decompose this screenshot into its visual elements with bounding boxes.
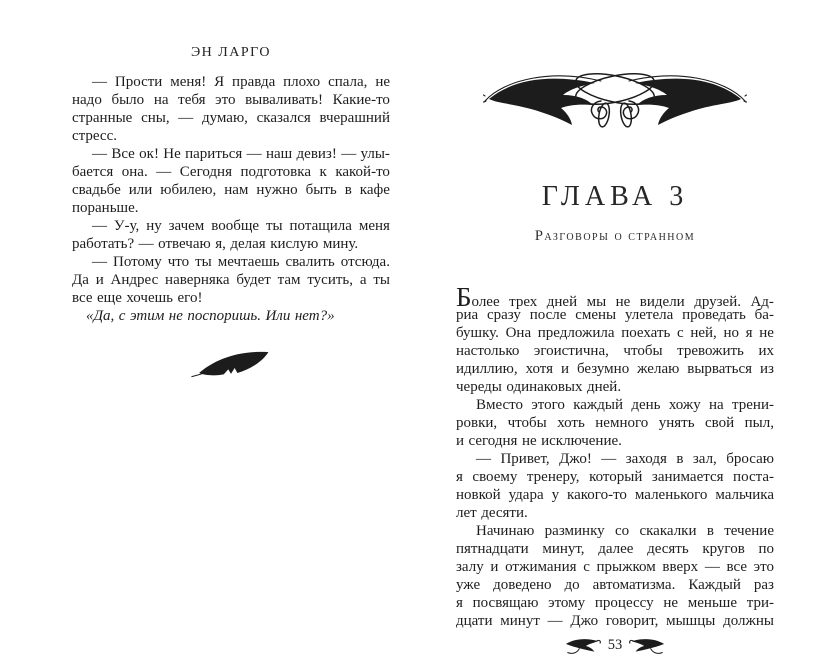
word: надо [72,92,102,108]
word: поехать [621,324,671,341]
word: разминку [544,522,605,539]
word: вчерашний [319,110,390,126]
text-line [456,522,774,540]
word: — [246,146,262,162]
word: какого-то [567,486,627,503]
word: вверх [662,558,699,575]
word: «Да, [86,308,115,324]
word: трени- [732,396,774,413]
text-line [456,324,774,342]
word: я [456,468,463,485]
word: своему [472,468,518,485]
word: посвящаю [472,594,539,611]
word: Ад- [750,293,774,310]
word: Вместо [476,396,524,413]
word: было [111,92,145,108]
word: трех [509,293,538,310]
word: или [128,182,153,198]
word: бушку. [456,324,499,341]
word: — [341,146,357,162]
feather-icon [190,347,272,379]
text-line [456,281,774,312]
word: занимается [651,468,724,485]
word: сказался [256,110,311,126]
paragraph [72,217,390,253]
word: заходя [625,450,667,467]
chapter-subtitle: Разговоры о странном [534,228,696,244]
word: мышцы [666,612,716,629]
word: мину. [322,236,359,252]
word: десять [647,540,689,557]
page-number-row [456,636,774,654]
word: на [709,396,724,413]
text-line [456,378,774,396]
word: идиллию, [456,360,518,377]
word: меня! [170,74,207,90]
word: нужно [256,182,298,198]
word: Да [72,272,89,288]
word: пятнадцати [456,540,529,557]
word: доведено [493,576,552,593]
word: десяти. [481,504,528,521]
text-line [72,163,390,181]
word: желаю [637,360,680,377]
word: одинаковых [506,378,583,395]
word: правда [232,74,276,90]
word: что [167,254,190,270]
word: сегодня [468,432,518,449]
word: тревожить [677,342,744,359]
word: вообще [211,218,260,234]
word: работать? [72,236,135,252]
word: Джо! [559,450,592,467]
word: она. [121,164,148,180]
word: ровки, [456,414,498,431]
word: думаю, [201,110,248,126]
word: все [72,290,93,306]
word: чтобы [623,342,663,359]
word: в [676,450,684,467]
word: отсюда. [340,254,390,270]
word: каждый [573,396,624,413]
word: будет [236,272,271,288]
word: У-у, [113,218,140,234]
word: этому [548,594,586,611]
word: течение [724,522,774,539]
word: кафе [359,182,390,198]
word: париться [185,146,243,162]
word: ней, [690,324,717,341]
word: хожу [668,396,701,413]
word: проведать [682,306,746,323]
text-line [456,342,774,360]
word: — [476,450,491,467]
text-line [72,91,390,109]
word: нет?» [294,308,335,324]
word: потащила [289,218,352,234]
word: не [375,74,390,90]
word: улетела [624,306,674,323]
word: Все [111,146,135,162]
word: автоматизма. [592,576,676,593]
text-line [72,253,390,271]
pagenum-flourish-left-icon [564,636,602,654]
word: — [92,254,107,270]
word: Начинаю [476,522,535,539]
word: мечтаешь [217,254,280,270]
word: я [745,324,753,341]
word: ок! [139,146,159,162]
word: свадьбе [72,182,121,198]
word: уже [456,576,481,593]
text-line [456,306,774,324]
word: у [551,486,560,503]
word: тусить, [307,272,354,288]
page-number: 53 [607,636,623,653]
word: — [704,558,720,575]
word: тебя [178,92,206,108]
paragraph [72,307,390,325]
text-line [456,594,774,612]
paragraph [72,73,390,145]
word: по [758,540,774,557]
word: Какие-то [332,92,390,108]
word: исключение. [541,432,622,449]
left-page-body [72,73,390,325]
word: делая [230,236,266,252]
word: Каждый [688,576,741,593]
word: это [215,92,236,108]
word: наверняка [165,272,230,288]
word: хочешь [126,290,174,306]
word: мальчика [715,486,774,503]
chapter-ornament [456,73,774,134]
word: безумно [576,360,630,377]
word: Андрес [110,272,159,288]
text-line [456,432,774,450]
word: Я [214,74,225,90]
paragraph [456,450,774,522]
right-page [456,73,774,654]
word: чтобы [507,414,547,431]
word: ты [373,272,390,288]
word: ба- [754,306,774,323]
word: тренеру, [526,468,580,485]
word: Более [456,281,500,312]
text-line [72,271,390,289]
paragraph [456,396,774,450]
text-line [456,450,774,468]
word: бросаю [726,450,774,467]
word: не [759,324,774,341]
flourish-icon [483,73,747,129]
text-line [456,468,774,486]
word: унять [658,414,695,431]
text-line [72,199,390,217]
paragraph [72,253,390,307]
word: сны, [141,110,170,126]
word: я, [215,236,226,252]
word: удара [508,486,544,503]
text-line [72,127,390,145]
word: пыл, [744,414,774,431]
running-head: ЭН ЛАРГО [190,45,272,60]
word: настолько [456,342,520,359]
text-line [72,73,390,91]
word: плохо [283,74,321,90]
word: Сегодня [179,164,232,180]
word: хотя [525,360,554,377]
word: меньше [687,594,737,611]
word: прыжком [596,558,656,575]
word: риа [456,306,479,323]
word: Не [163,146,181,162]
text-line [456,612,774,630]
text-line [456,396,774,414]
text-line [456,558,774,576]
word: поспоришь. [187,308,261,324]
word: отвечаю [158,236,211,252]
word: который [589,468,643,485]
word: после [529,306,567,323]
word: и [95,272,104,288]
text-line [456,486,774,504]
word: пораньше. [72,200,139,216]
left-page [72,46,390,384]
word: этим [129,308,165,324]
word: ты [195,254,212,270]
text-line [456,360,774,378]
word: должны [723,612,774,629]
word: и [456,432,465,449]
word: — [156,164,172,180]
word: минут [500,612,540,629]
word: — [547,612,563,629]
word: залу [456,558,484,575]
word: стресс. [72,128,117,144]
word: там [277,272,301,288]
word: быть [305,182,337,198]
drop-cap: Б [456,281,472,312]
word: с [583,558,590,575]
word: дней [546,293,578,310]
word: Она [505,324,532,341]
word: зачем [168,218,205,234]
word: их [758,342,774,359]
text-line [72,289,390,307]
word: не [615,293,631,310]
word: вырваться [687,360,753,377]
word: три- [746,594,774,611]
word: эгоистична, [533,342,609,359]
word: с [118,308,126,324]
word: видели [639,293,685,310]
word: Или [265,308,291,324]
word: подготовка [240,164,311,180]
word: девиз! [296,146,337,162]
feather-ornament [72,347,390,384]
word: странные [72,110,133,126]
word: юбилею, [160,182,217,198]
word: свой [705,414,735,431]
word: еще [97,290,122,306]
word: кругов [702,540,745,557]
word: не [521,432,537,449]
paragraph [456,281,774,396]
word: — [601,450,617,467]
word: далее [598,540,634,557]
word: раз [753,576,774,593]
word: Привет, [500,450,550,467]
word: спала, [328,74,368,90]
word: — [92,146,107,162]
word: хоть [557,414,585,431]
word: новкой [456,486,501,503]
word: не [663,594,679,611]
right-page-body [456,281,774,630]
word: день [631,396,661,413]
word: ну [146,218,162,234]
word: лет [456,504,477,521]
word: друзей. [694,293,741,310]
word: ты [265,218,283,234]
text-line [456,576,774,594]
text-line [72,235,390,253]
word: вываливать! [245,92,323,108]
word: мы [586,293,607,310]
word: минут, [542,540,585,557]
word: в [706,522,714,539]
word: какой-то [335,164,390,180]
word: свалить [285,254,335,270]
text-line [456,504,774,522]
paragraph [72,145,390,217]
word: и [561,360,570,377]
word: меня [358,218,390,234]
word: предложила [537,324,615,341]
text-line [72,307,390,325]
word: из [759,360,774,377]
word: Потому [113,254,162,270]
text-line [456,414,774,432]
word: — [92,218,107,234]
word: на [153,92,169,108]
word: этого [531,396,565,413]
word: маленького [634,486,708,503]
pagenum-flourish-right-icon [628,636,666,654]
word: до [564,576,580,593]
text-line [72,181,390,199]
word: скакалки [639,522,697,539]
word: я [456,594,463,611]
word: нам [224,182,249,198]
word: Джо [570,612,599,629]
word: поста- [733,468,774,485]
word: со [614,522,630,539]
word: его! [177,290,203,306]
word: к [319,164,327,180]
word: отжимания [505,558,577,575]
word: — [92,74,107,90]
word: зал, [692,450,717,467]
word: в [344,182,352,198]
word: а [359,272,367,288]
word: Прости [114,74,163,90]
word: дцати [456,612,493,629]
word: и [490,558,499,575]
word: улы- [360,146,390,162]
word: сразу [486,306,521,323]
word: но [723,324,739,341]
word: все [726,558,747,575]
word: с [677,324,684,341]
word: дней. [586,378,622,395]
word: процессу [594,594,654,611]
word: наш [265,146,293,162]
paragraph [456,522,774,630]
word: кислую [270,236,319,252]
word: немного [595,414,649,431]
word: бается [72,164,114,180]
chapter-title: ГЛАВА 3 [541,181,689,212]
text-line [72,145,390,163]
word: — [138,236,154,252]
text-line [72,217,390,235]
word: череды [456,378,502,395]
word: — [178,110,194,126]
word: смены [575,306,617,323]
word: это [753,558,774,575]
word: не [168,308,183,324]
text-line [456,540,774,558]
text-line [72,109,390,127]
word: говорит, [605,612,659,629]
